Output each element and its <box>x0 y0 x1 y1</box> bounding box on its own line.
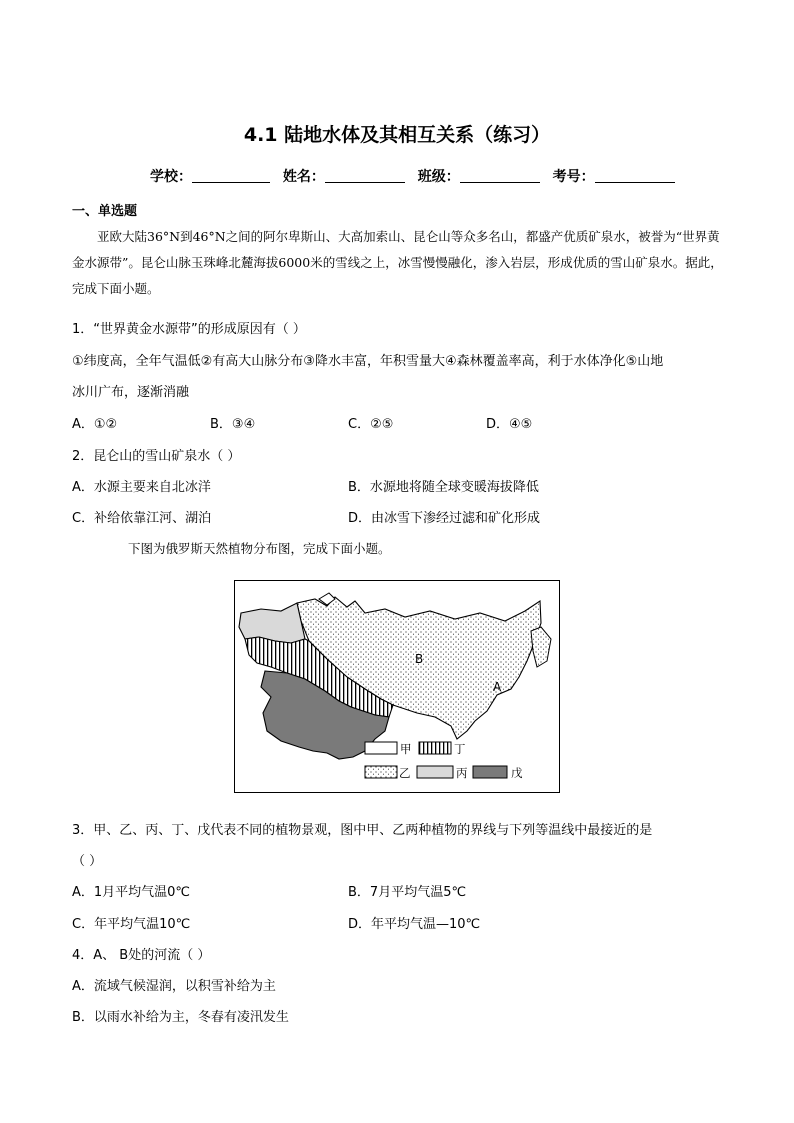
legend-swatch-yi <box>365 766 397 778</box>
legend-label-wu: 戊 <box>511 766 523 780</box>
q3-stem-line2: （ ） <box>72 854 103 869</box>
passage-1: 亚欧大陆36°N到46°N之间的阿尔卑斯山、大高加索山、昆仑山等众多名山，都盛产优质矿泉水，被誉为“世界黄金水源带”。昆仑山脉玉珠峰北麓海拔6000米的雪线之上，冰雪慢慢融化，渗入岩层，形成优质的雪山矿泉水。据此，完成下面小题。 <box>72 229 723 296</box>
q3-option-a[interactable]: A．1月平均气温0℃ <box>72 885 191 900</box>
region-bing <box>239 603 305 643</box>
class-label: 班级： <box>417 169 460 185</box>
legend-label-jia: 甲 <box>400 742 412 756</box>
q2-option-c[interactable]: C．补给依靠江河、湖泊 <box>72 511 212 526</box>
q1-option-a[interactable]: A．①② <box>72 417 118 432</box>
name-label: 姓名： <box>282 169 325 185</box>
q3-option-b[interactable]: B．7月平均气温5℃ <box>348 885 467 900</box>
map-figure <box>235 581 558 791</box>
school-label: 学校： <box>150 169 192 185</box>
east-peninsula <box>531 627 551 667</box>
q3-option-d[interactable]: D．年平均气温—10℃ <box>348 917 481 932</box>
student-info-row <box>150 166 683 186</box>
legend-swatch-ding <box>419 742 451 754</box>
q3-option-c[interactable]: C．年平均气温10℃ <box>72 917 191 932</box>
q1-option-d[interactable]: D．④⑤ <box>486 417 533 432</box>
q2-option-a[interactable]: A．水源主要来自北冰洋 <box>72 480 211 495</box>
legend-label-ding: 丁 <box>454 742 466 756</box>
russia-vegetation-map <box>234 580 560 793</box>
name-blank[interactable] <box>325 168 405 183</box>
legend-swatch-jia <box>365 742 397 754</box>
exam-number-blank[interactable] <box>595 168 675 183</box>
q3-stem-line1: 3．甲、乙、丙、丁、戊代表不同的植物景观，图中甲、乙两种植物的界线与下列等温线中最接近的是 <box>72 823 653 838</box>
passage-2: 下图为俄罗斯天然植物分布图，完成下面小题。 <box>128 541 391 556</box>
legend-label-bing: 丙 <box>456 766 468 780</box>
label-a: A <box>493 680 502 694</box>
q2-stem: 2．昆仑山的雪山矿泉水（ ） <box>72 449 241 464</box>
label-b: B <box>415 652 424 666</box>
page-title: 4.1 陆地水体及其相互关系（练习） <box>243 124 551 146</box>
legend-swatch-bing <box>417 766 453 778</box>
school-blank[interactable] <box>192 168 270 183</box>
q1-description-line2: 冰川广布，逐渐消融 <box>72 385 190 400</box>
legend-swatch-wu <box>473 766 507 778</box>
exam-number-label: 考号： <box>552 169 595 185</box>
q4-stem: 4．A、 B处的河流（ ） <box>72 948 211 963</box>
q4-option-a[interactable]: A．流域气候湿润，以积雪补给为主 <box>72 979 276 994</box>
q2-option-d[interactable]: D．由冰雪下渗经过滤和矿化形成 <box>348 511 541 526</box>
q4-option-b[interactable]: B．以雨水补给为主，冬春有凌汛发生 <box>72 1010 289 1025</box>
q1-option-c[interactable]: C．②⑤ <box>348 417 394 432</box>
legend-label-yi: 乙 <box>399 766 411 780</box>
q2-option-b[interactable]: B．水源地将随全球变暖海拔降低 <box>348 480 539 495</box>
q1-description-line1: ①纬度高，全年气温低②有高大山脉分布③降水丰富，年积雪量大④森林覆盖率高，利于水体净化⑤山地 <box>72 354 664 369</box>
section-title: 一、单选题 <box>72 204 138 219</box>
q1-option-b[interactable]: B．③④ <box>210 417 256 432</box>
q1-stem: 1．“世界黄金水源带”的形成原因有（ ） <box>72 322 306 337</box>
class-blank[interactable] <box>460 168 540 183</box>
